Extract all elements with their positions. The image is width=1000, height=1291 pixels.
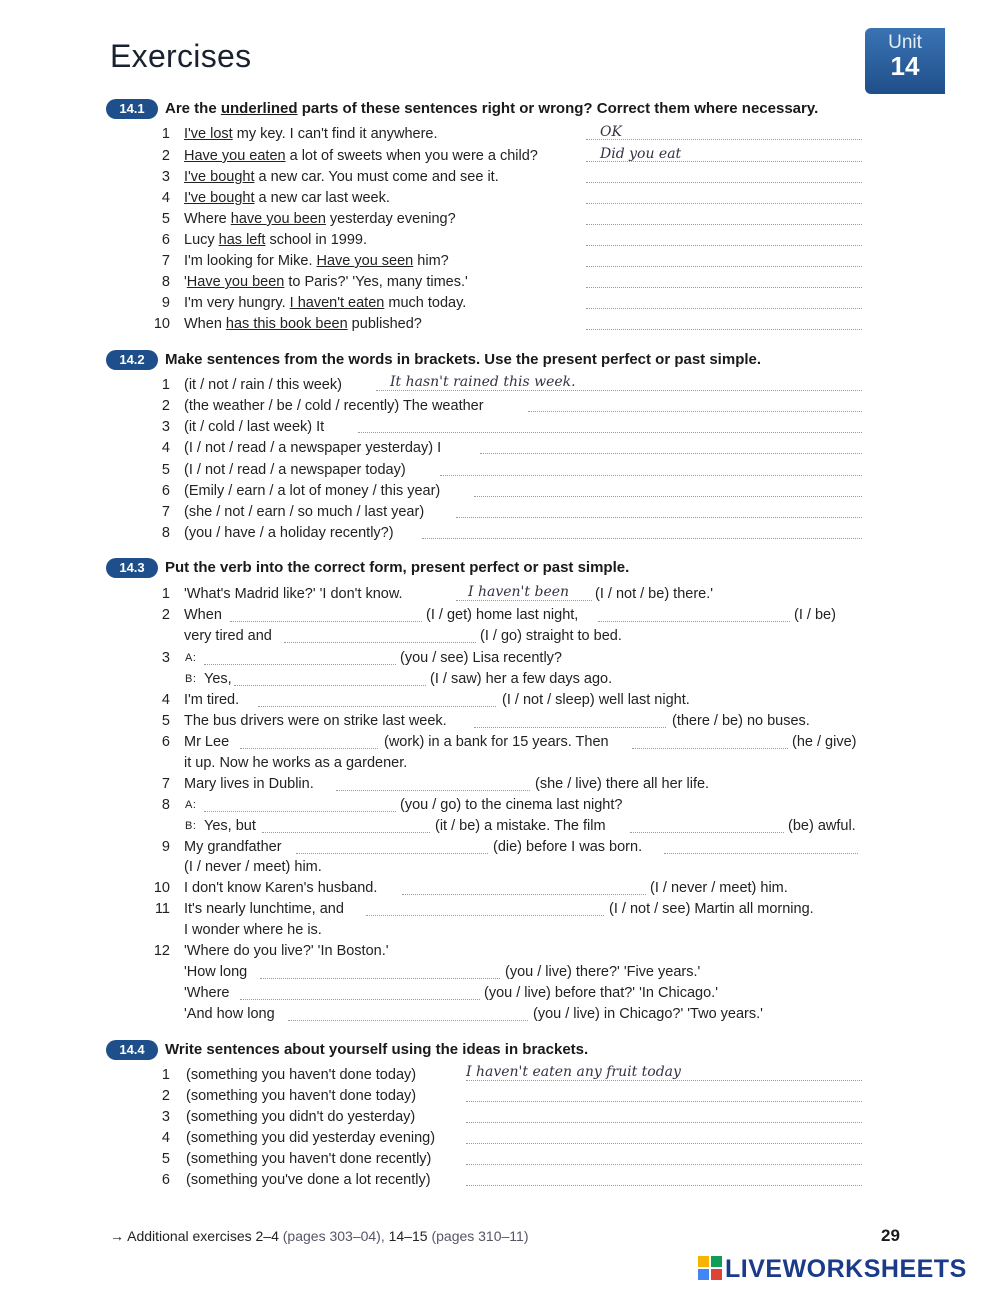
list-item-number: 7 xyxy=(161,504,170,520)
exercise-text: (you / have / a holiday recently?) xyxy=(184,525,394,541)
exercise-text: I wonder where he is. xyxy=(184,922,322,938)
list-item-number: 5 xyxy=(161,211,170,227)
liveworksheets-logo: LIVEWORKSHEETS xyxy=(698,1255,967,1283)
list-item-number: 1 xyxy=(161,377,170,393)
exercise-text: Where have you been yesterday evening? xyxy=(184,211,456,227)
answer-blank[interactable] xyxy=(586,245,862,246)
exercise-text: It's nearly lunchtime, and xyxy=(184,901,344,917)
answer-blank[interactable] xyxy=(474,496,862,497)
exercise-text: (I / never / meet) him. xyxy=(650,880,788,896)
exercise-text: I'm very hungry. I haven't eaten much today. xyxy=(184,295,467,311)
exercise-text: (she / not / earn / so much / last year) xyxy=(184,504,425,520)
list-item xyxy=(150,230,590,250)
list-item-number: 3 xyxy=(161,419,170,435)
exercise-text: I'm looking for Mike. Have you seen him? xyxy=(184,253,449,269)
list-item xyxy=(150,251,590,271)
answer-blank[interactable] xyxy=(466,1164,862,1165)
exercise-text: (I / saw) her a few days ago. xyxy=(430,671,613,687)
exercise-text: 'And how long xyxy=(184,1006,275,1022)
answer-blank[interactable] xyxy=(260,978,500,979)
list-item-number: 9 xyxy=(161,839,170,855)
exercise-text: (work) in a bank for 15 years. Then xyxy=(384,734,609,750)
answer-blank[interactable] xyxy=(296,853,488,854)
exercise-text: The bus drivers were on strike last week. xyxy=(184,713,447,729)
list-item-number: 8 xyxy=(161,797,170,813)
exercise-text: (something you didn't do yesterday) xyxy=(186,1109,416,1125)
list-item-number: 8 xyxy=(161,525,170,541)
unit-tab xyxy=(865,28,945,94)
exercise-text: (I / be) xyxy=(794,607,836,623)
answer-blank[interactable] xyxy=(258,706,496,707)
page-title: Exercises xyxy=(110,38,252,74)
list-item-number: 3 xyxy=(161,650,170,666)
handwritten-answer: I haven't been xyxy=(468,584,570,600)
list-item-number: 6 xyxy=(161,483,170,499)
exercise-text: I've lost my key. I can't find it anywhere. xyxy=(184,126,438,142)
unit-label: Unit xyxy=(888,32,922,53)
answer-blank[interactable] xyxy=(466,1143,862,1144)
exercise-text: (something you haven't done recently) xyxy=(186,1151,432,1167)
exercise-text: 'Where do you live?' 'In Boston.' xyxy=(184,943,389,959)
answer-blank[interactable] xyxy=(466,1185,862,1186)
exercise-text: (I / get) home last night, xyxy=(426,607,579,623)
exercise-text: (I / not / read / a newspaper yesterday) I xyxy=(184,440,442,456)
list-item xyxy=(150,1149,470,1169)
list-item xyxy=(150,460,650,480)
exercise-text: (be) awful. xyxy=(788,818,856,834)
list-item xyxy=(150,502,650,522)
list-item-number: 6 xyxy=(161,734,170,750)
list-item-number: 8 xyxy=(161,274,170,290)
exercise-text: (something you haven't done today) xyxy=(186,1088,417,1104)
exercise-text: I'm tired. xyxy=(184,692,240,708)
answer-blank[interactable] xyxy=(528,411,862,412)
exercise-text: Lucy has left school in 1999. xyxy=(184,232,367,248)
answer-blank[interactable] xyxy=(466,1122,862,1123)
exercise-text: (it / not / rain / this week) xyxy=(184,377,342,393)
exercise-text: (you / go) to the cinema last night? xyxy=(400,797,623,813)
answer-blank[interactable] xyxy=(480,453,862,454)
answer-blank[interactable] xyxy=(358,432,862,433)
answer-blank[interactable] xyxy=(586,329,862,330)
exercise-text: (it / cold / last week) It xyxy=(184,419,325,435)
underlined-phrase: Have you eaten xyxy=(184,148,286,164)
answer-blank[interactable] xyxy=(402,894,646,895)
exercise-text: (I / not / see) Martin all morning. xyxy=(609,901,814,917)
list-item xyxy=(150,272,590,292)
list-item xyxy=(150,417,650,437)
answer-blank[interactable] xyxy=(474,727,666,728)
exercise-text: 'How long xyxy=(184,964,248,980)
list-item-number: 6 xyxy=(161,1172,170,1188)
list-item-number: 7 xyxy=(161,253,170,269)
answer-blank[interactable] xyxy=(630,832,784,833)
list-item-number: 7 xyxy=(161,776,170,792)
exercise-text: When has this book been published? xyxy=(184,316,422,332)
list-item-number: 3 xyxy=(161,169,170,185)
handwritten-answer: Did you eat xyxy=(600,146,682,162)
list-item-number: 6 xyxy=(161,232,170,248)
exercise-text: My grandfather xyxy=(184,839,282,855)
list-item-number: 5 xyxy=(161,713,170,729)
list-item xyxy=(150,396,650,416)
exercise-text: (something you haven't done today) xyxy=(186,1067,417,1083)
section-badge: 14.4 xyxy=(106,1040,158,1060)
exercise-text: (I / go) straight to bed. xyxy=(480,628,622,644)
exercise-text: I don't know Karen's husband. xyxy=(184,880,378,896)
exercise-text: (Emily / earn / a lot of money / this year) xyxy=(184,483,441,499)
exercise-text: (I / never / meet) him. xyxy=(184,859,322,875)
section-badge: 14.1 xyxy=(106,99,158,119)
answer-blank[interactable] xyxy=(204,664,396,665)
answer-blank[interactable] xyxy=(586,139,862,140)
handwritten-answer: OK xyxy=(600,124,622,140)
underlined-phrase: Have you been xyxy=(186,274,285,290)
answer-blank[interactable] xyxy=(366,915,604,916)
handwritten-answer: It hasn't rained this week. xyxy=(390,374,576,390)
exercise-text: (die) before I was born. xyxy=(493,839,643,855)
list-item-number: 4 xyxy=(161,440,170,456)
underlined-phrase: I've lost xyxy=(184,126,233,142)
exercise-text: Yes, xyxy=(204,671,232,687)
speaker-label: A: xyxy=(185,652,197,664)
list-item-number: 4 xyxy=(161,692,170,708)
answer-blank[interactable] xyxy=(230,621,422,622)
exercise-text: (it / be) a mistake. The film xyxy=(435,818,606,834)
answer-blank[interactable] xyxy=(632,748,788,749)
underlined-phrase: Have you seen xyxy=(316,253,414,269)
exercise-text: (there / be) no buses. xyxy=(672,713,810,729)
answer-blank[interactable] xyxy=(466,1101,862,1102)
list-item-number: 11 xyxy=(154,901,170,917)
list-item-number: 5 xyxy=(161,1151,170,1167)
answer-blank[interactable] xyxy=(234,685,426,686)
answer-blank[interactable] xyxy=(586,266,862,267)
arrow-right-icon: → xyxy=(110,1228,124,1244)
section-instructions: Write sentences about yourself using the ideas in brackets. xyxy=(165,1041,589,1058)
list-item xyxy=(150,124,590,144)
list-item xyxy=(150,523,650,543)
answer-blank[interactable] xyxy=(240,999,480,1000)
answer-blank[interactable] xyxy=(664,853,858,854)
answer-blank[interactable] xyxy=(422,538,862,539)
exercise-text: (something you did yesterday evening) xyxy=(186,1130,436,1146)
exercise-text: I've bought a new car last week. xyxy=(184,190,390,206)
list-item xyxy=(150,167,590,187)
list-item xyxy=(150,1086,470,1106)
speaker-label: B: xyxy=(185,673,197,685)
answer-blank[interactable] xyxy=(586,287,862,288)
list-item-number: 1 xyxy=(161,586,170,602)
list-item xyxy=(150,209,590,229)
list-item-number: 9 xyxy=(161,295,170,311)
answer-blank[interactable] xyxy=(586,203,862,204)
list-item-number: 2 xyxy=(161,148,170,164)
exercise-text: Yes, but xyxy=(204,818,256,834)
answer-blank[interactable] xyxy=(586,308,862,309)
exercise-text: I've bought a new car. You must come and see it. xyxy=(184,169,499,185)
exercise-text: Mr Lee xyxy=(184,734,230,750)
section-instructions: Are the underlined parts of these sentences right or wrong? Correct them where necessary. xyxy=(165,100,819,117)
exercise-text: 'Have you been to Paris?' 'Yes, many times.' xyxy=(184,274,468,290)
exercise-text: (you / live) in Chicago?' 'Two years.' xyxy=(533,1006,763,1022)
list-item-number: 2 xyxy=(161,1088,170,1104)
list-item-number: 1 xyxy=(161,1067,170,1083)
list-item-number: 4 xyxy=(161,190,170,206)
answer-blank[interactable] xyxy=(456,600,592,601)
list-item xyxy=(150,314,590,334)
section-badge: 14.3 xyxy=(106,558,158,578)
exercise-text: (I / not / sleep) well last night. xyxy=(502,692,690,708)
answer-blank[interactable] xyxy=(440,475,862,476)
section-instructions: Put the verb into the correct form, present perfect or past simple. xyxy=(165,559,630,576)
answer-blank[interactable] xyxy=(288,1020,528,1021)
speaker-label: A: xyxy=(185,799,197,811)
section-instructions: Make sentences from the words in brackets. Use the present perfect or past simple. xyxy=(165,351,762,368)
exercise-text: (she / live) there all her life. xyxy=(535,776,710,792)
list-item xyxy=(150,481,650,501)
underlined-phrase: have you been xyxy=(230,211,326,227)
list-item xyxy=(150,1128,470,1148)
list-item xyxy=(150,1107,470,1127)
underlined-phrase: I haven't eaten xyxy=(289,295,385,311)
page-number: 29 xyxy=(881,1226,900,1245)
exercise-text: (you / live) there?' 'Five years.' xyxy=(505,964,701,980)
handwritten-answer: I haven't eaten any fruit today xyxy=(466,1064,681,1080)
additional-exercises-note: → Additional exercises 2–4 (pages 303–04), 14–15 (pages 310–11) xyxy=(110,1228,529,1244)
list-item-number: 4 xyxy=(161,1130,170,1146)
answer-blank[interactable] xyxy=(240,748,378,749)
underlined-phrase: has left xyxy=(218,232,266,248)
underlined-phrase: has this book been xyxy=(225,316,348,332)
list-item-number: 2 xyxy=(161,398,170,414)
list-item xyxy=(150,188,590,208)
list-item-number: 1 xyxy=(161,126,170,142)
list-item-number: 12 xyxy=(153,943,170,959)
list-item xyxy=(150,1170,470,1190)
list-item xyxy=(150,293,590,313)
list-item xyxy=(150,146,590,166)
exercise-text: (he / give) xyxy=(792,734,857,750)
exercise-text: 'What's Madrid like?' 'I don't know. xyxy=(184,586,403,602)
exercise-text: very tired and xyxy=(184,628,272,644)
list-item-number: 10 xyxy=(153,880,170,896)
unit-number: 14 xyxy=(890,51,920,81)
exercise-text: Have you eaten a lot of sweets when you were a child? xyxy=(184,148,538,164)
list-item-number: 3 xyxy=(161,1109,170,1125)
logo-icon xyxy=(698,1256,722,1280)
exercise-text: Mary lives in Dublin. xyxy=(184,776,314,792)
list-item xyxy=(150,438,650,458)
exercise-text: (you / live) before that?' 'In Chicago.' xyxy=(484,985,718,1001)
list-item-number: 2 xyxy=(161,607,170,623)
answer-blank[interactable] xyxy=(336,790,530,791)
underlined-phrase: I've bought xyxy=(184,190,255,206)
exercise-text: When xyxy=(184,607,222,623)
exercise-text: (the weather / be / cold / recently) The weather xyxy=(184,398,484,414)
speaker-label: B: xyxy=(185,820,197,832)
answer-blank[interactable] xyxy=(456,517,862,518)
answer-blank[interactable] xyxy=(262,832,430,833)
answer-blank[interactable] xyxy=(598,621,790,622)
exercise-text: (I / not / be) there.' xyxy=(595,586,714,602)
exercise-text: 'Where xyxy=(184,985,230,1001)
exercise-text: it up. Now he works as a gardener. xyxy=(184,755,408,771)
section-badge: 14.2 xyxy=(106,350,158,370)
list-item-number: 5 xyxy=(161,462,170,478)
exercise-text: (I / not / read / a newspaper today) xyxy=(184,462,406,478)
underlined-phrase: I've bought xyxy=(184,169,255,185)
answer-blank[interactable] xyxy=(586,182,862,183)
answer-blank[interactable] xyxy=(204,811,396,812)
answer-blank[interactable] xyxy=(586,224,862,225)
list-item xyxy=(150,1065,470,1085)
exercise-text: (you / see) Lisa recently? xyxy=(400,650,562,666)
list-item-number: 10 xyxy=(153,316,170,332)
answer-blank[interactable] xyxy=(284,642,476,643)
exercise-text: (something you've done a lot recently) xyxy=(186,1172,431,1188)
